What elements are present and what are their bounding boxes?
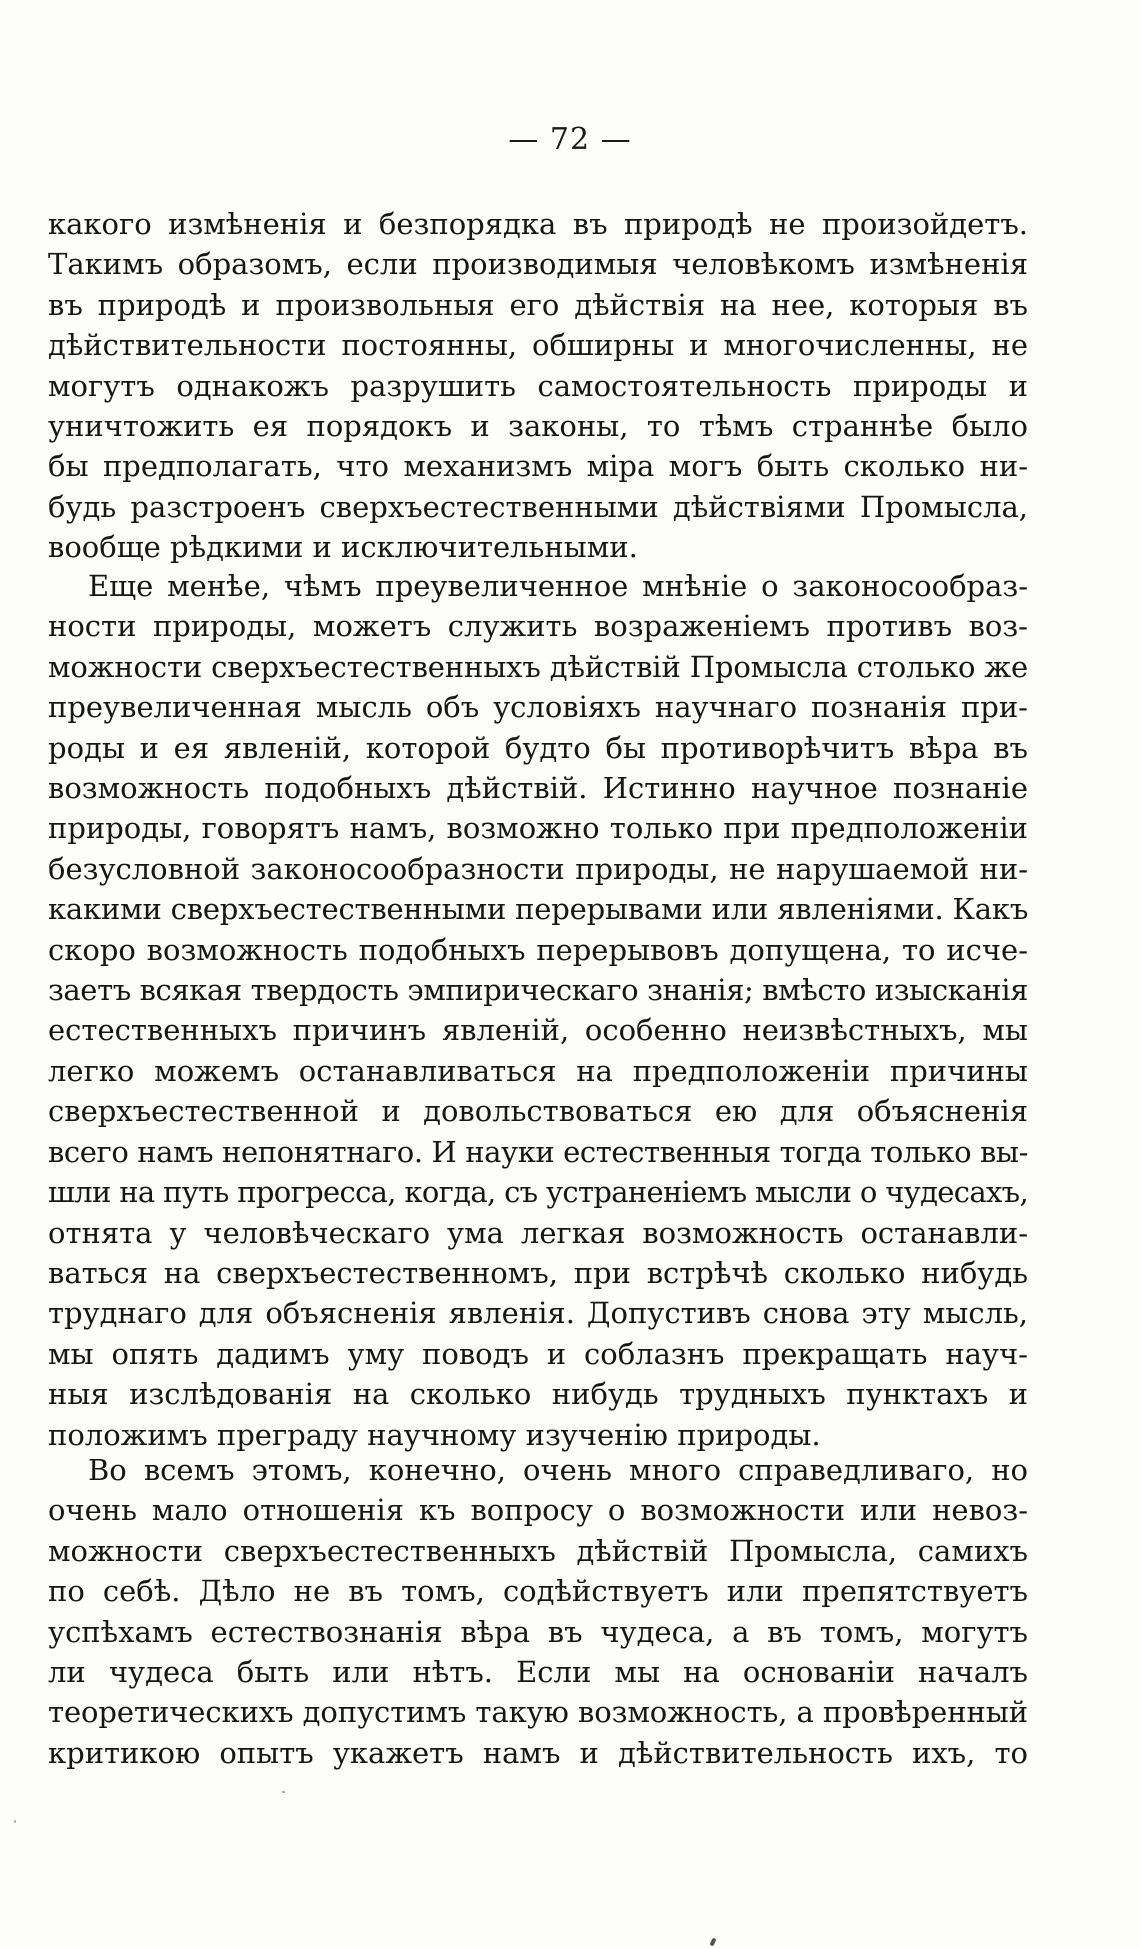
text-line: будь разстроенъ сверхъестественными дѣйствіями Промысла, bbox=[48, 489, 1028, 524]
text-line: роды и ея явленій, которой будто бы противорѣчитъ вѣра въ bbox=[48, 730, 1028, 765]
text-line: критикою опытъ укажетъ намъ и дѣйствительность ихъ, то bbox=[48, 1735, 1028, 1770]
text-line: можности сверхъестественныхъ дѣйствій Промысла, самихъ bbox=[48, 1533, 1028, 1568]
text-line: Во всемъ этомъ, конечно, очень много справедливаго, но bbox=[88, 1453, 1028, 1487]
text-line: дѣйствительности постоянны, обширны и многочисленны, не bbox=[48, 328, 1028, 363]
text-line: бы предполагать, что механизмъ міра могъ быть сколько ни- bbox=[48, 449, 1028, 484]
page-number: — 72 — bbox=[508, 122, 632, 157]
text-line: заетъ всякая твердость эмпирическаго знанія; вмѣсто изысканія bbox=[48, 973, 1028, 1008]
text-line: сверхъестественной и довольствоваться ею для объясненія bbox=[48, 1094, 1028, 1129]
paragraph-3 bbox=[48, 1450, 1028, 1773]
text-line: въ природѣ и произвольныя его дѣйствія на нее, которыя въ bbox=[48, 287, 1028, 322]
text-line: по себѣ. Дѣло не въ томъ, содѣйствуетъ или препятствуетъ bbox=[48, 1574, 1028, 1609]
text-line: легко можемъ останавливаться на предположеніи причины bbox=[48, 1053, 1028, 1088]
paragraph-2 bbox=[48, 566, 1028, 1455]
text-line: ли чудеса быть или нѣтъ. Если мы на основаніи началъ bbox=[48, 1655, 1028, 1690]
text-line: очень мало отношенія къ вопросу о возможности или невоз- bbox=[48, 1493, 1028, 1528]
text-line: природы, говорятъ намъ, возможно только при предположеніи bbox=[48, 811, 1028, 846]
text-line: ваться на сверхъестественномъ, при встрѣчѣ сколько нибудь bbox=[48, 1255, 1028, 1290]
text-line: какими сверхъестественными перерывами или явленіями. Какъ bbox=[48, 892, 1029, 927]
text-line: Такимъ образомъ, если производимыя человѣкомъ измѣненія bbox=[48, 247, 1028, 282]
text-line: можности сверхъестественныхъ дѣйствій Промысла столько же bbox=[48, 649, 1028, 684]
text-line: уничтожить ея порядокъ и законы, то тѣмъ страннѣе было bbox=[48, 409, 1028, 444]
text-line: ности природы, можетъ служить возраженіемъ противъ воз- bbox=[48, 609, 1028, 644]
text-line: шли на путь прогресса, когда, съ устраненіемъ мысли о чудесахъ, bbox=[48, 1175, 1028, 1210]
text-line: положимъ преграду научному изученію природы. bbox=[48, 1417, 821, 1452]
scan-speck bbox=[14, 1820, 16, 1823]
scan-speck bbox=[709, 1938, 716, 1947]
text-line: какого измѣненія и безпорядка въ природѣ не произойдетъ. bbox=[48, 207, 1028, 241]
text-line: естественныхъ причинъ явленій, особенно неизвѣстныхъ, мы bbox=[48, 1013, 1028, 1048]
text-line: преувеличенная мысль объ условіяхъ научнаго познанія при- bbox=[48, 690, 1028, 725]
text-line: отнята у человѣческаго ума легкая возможность останавли- bbox=[48, 1215, 1028, 1250]
text-line: успѣхамъ естествознанія вѣра въ чудеса, а въ томъ, могутъ bbox=[48, 1614, 1028, 1649]
text-line: безусловной законосообразности природы, не нарушаемой ни- bbox=[48, 851, 1028, 886]
text-line: ныя изслѣдованія на сколько нибудь трудныхъ пунктахъ и bbox=[48, 1377, 1028, 1412]
text-line: Еще менѣе, чѣмъ преувеличенное мнѣніе о законосообраз- bbox=[88, 569, 1028, 603]
text-line: скоро возможность подобныхъ перерывовъ допущена, то исче- bbox=[48, 932, 1028, 967]
scan-speck bbox=[282, 1791, 285, 1793]
text-line: теоретическихъ допустимъ такую возможность, а провѣренный bbox=[48, 1695, 1028, 1730]
text-line: вообще рѣдкими и исключительными. bbox=[48, 530, 638, 565]
text-line: мы опять дадимъ уму поводъ и соблазнъ прекращать науч- bbox=[48, 1336, 1028, 1371]
text-line: труднаго для объясненія явленія. Допустивъ снова эту мысль, bbox=[48, 1296, 1028, 1331]
text-line: всего намъ непонятнаго. И науки естественныя тогда только вы- bbox=[48, 1134, 1028, 1169]
text-line: возможность подобныхъ дѣйствій. Истинно научное познаніе bbox=[48, 771, 1028, 806]
paragraph-1 bbox=[48, 204, 1028, 568]
text-line: могутъ однакожъ разрушить самостоятельность природы и bbox=[48, 368, 1028, 403]
